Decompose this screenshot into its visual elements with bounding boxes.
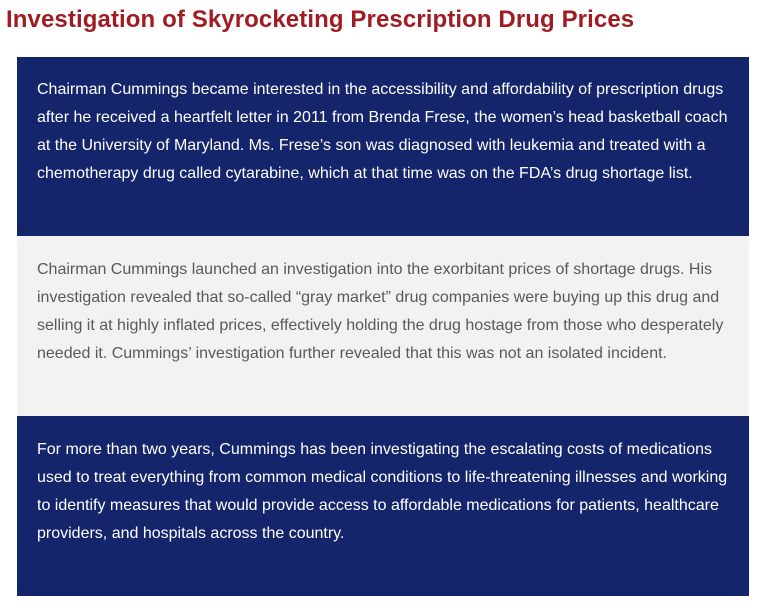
page-title: Investigation of Skyrocketing Prescription Drug Prices	[6, 6, 635, 33]
info-panel-ongoing-work	[17, 416, 749, 596]
panel-paragraph: Chairman Cummings became interested in the accessibility and affordability of prescription drugs after he received a heartfelt letter in 2011 from Brenda Frese, the women’s head basketball coach at the University of Maryland. Ms. Frese’s son was diagnosed with leukemia and treated with a chemotherapy drug called cytarabine, which at that time was on the FDA’s drug shortage list.	[37, 81, 728, 182]
panel-paragraph: For more than two years, Cummings has been investigating the escalating costs of medications used to treat everything from common medical conditions to life-threatening illnesses and working to identify measures that would provide access to affordable medications for patients, healthcare providers, and hospitals across the country.	[37, 441, 728, 542]
info-panel-letter	[17, 57, 749, 236]
panel-paragraph: Chairman Cummings launched an investigation into the exorbitant prices of shortage drugs. His investigation revealed that so-called “gray market” drug companies were buying up this drug and selling it at highly inflated prices, effectively holding the drug hostage from those who desperately needed it. Cummings’ investigation further revealed that this was not an isolated incident.	[37, 261, 724, 362]
info-panel-investigation	[17, 236, 749, 416]
